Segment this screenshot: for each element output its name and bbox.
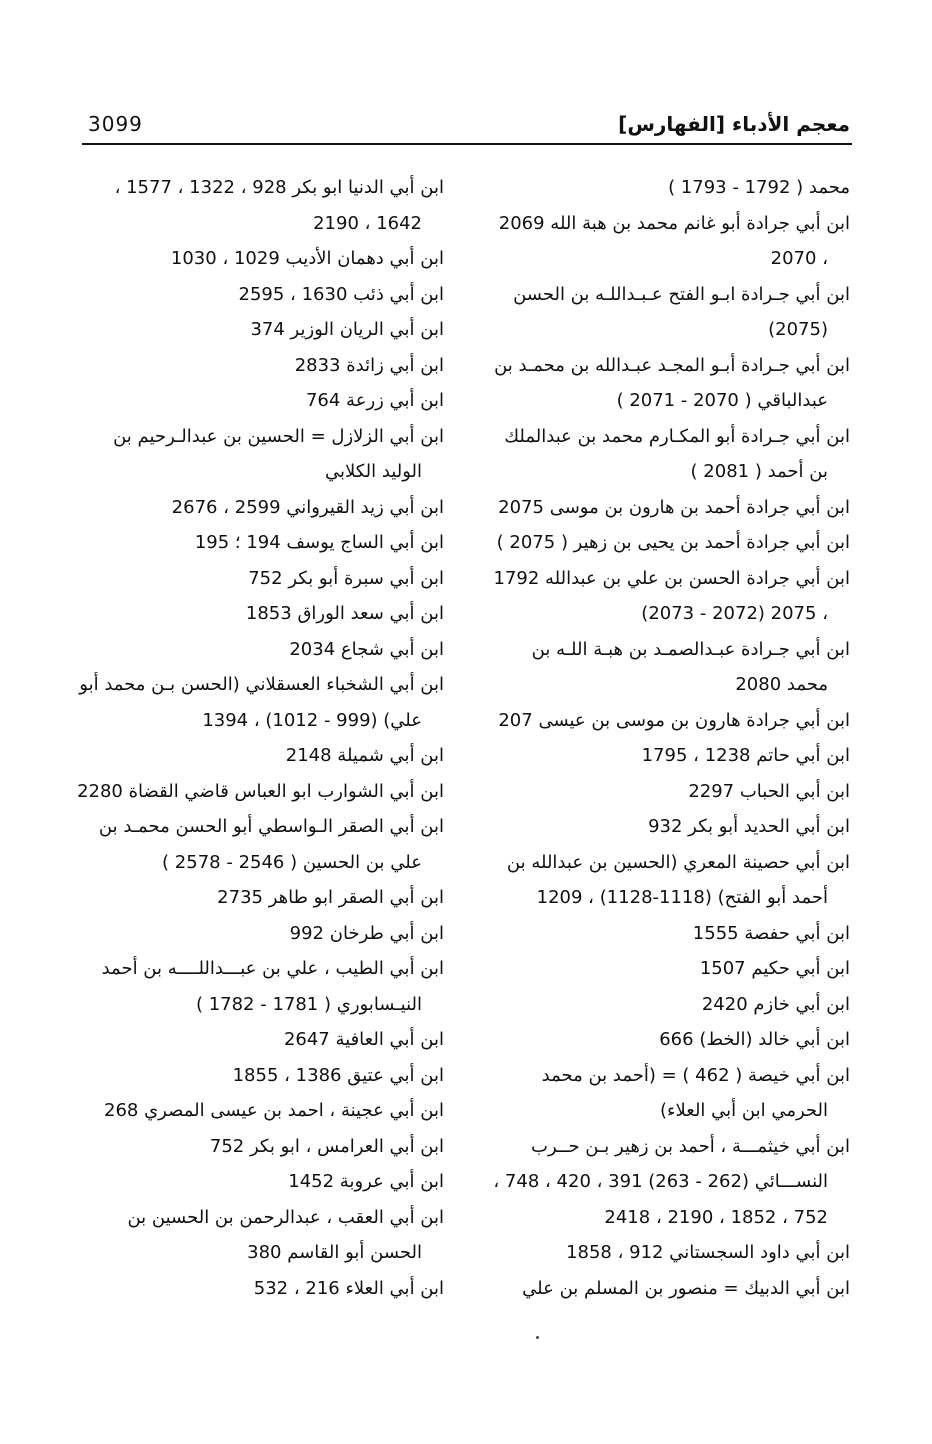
index-entry: ابن أبي حاتم 1238 ، 1795 [641, 745, 850, 766]
index-entry: ابن أبي جـرادة أبو المكـارم محمد بن عبدالملك بن أحمد ( 2081 ) [504, 425, 850, 482]
index-entry: ابن أبي سبرة أبو بكر 752 [248, 567, 444, 589]
index-entry: ابن أبي الحديد أبو بكر 932 [648, 816, 850, 837]
index-entry: محمد ( 1792 - 1793 ) [668, 177, 850, 198]
index-entry: ابن أبي شميلة 2148 [285, 745, 444, 766]
index-entry: ابن أبي الصقر ابو طاهر 2735 [217, 887, 444, 908]
index-entry: ابن أبي الدبيك = منصور بن المسلم بن علي [522, 1277, 850, 1299]
index-entry: ابن أبي سعد الوراق 1853 [245, 603, 444, 624]
index-entry: ابن أبي طرخان 992 [289, 922, 444, 944]
index-entry: ابن أبي الشوارب ابو العباس قاضي القضاة 2280 [77, 780, 444, 802]
index-entry: ابن أبي جـرادة أبـو المجـد عبـدالله بن محمـد بن عبدالباقي ( 2070 - 2071 ) [494, 354, 850, 411]
index-entry: ابن أبي جرادة هارون بن موسى بن عيسى 207 [498, 709, 850, 731]
index-entry: ابن أبي حصينة المعري (الحسين بن عبدالله بن أحمد أبو الفتح) (1118-1128) ، 1209 [506, 851, 850, 908]
index-entry: ابن أبي العرامس ، ابو بكر 752 [209, 1135, 444, 1157]
index-entry: ابن أبي حفصة 1555 [692, 922, 850, 944]
index-entry: ابن أبي الدنيا ابو بكر 928 ، 1322 ، 1577 ، 1642 ، 2190 [114, 177, 444, 234]
index-entry: ابن أبي خيثمـــة ، أحمد بن زهير بـن حــرب النســـائي (262 - 263) 391 ، 420 ، 748 ، 752 ، 1852 ، 2190 ، 2418 [493, 1135, 850, 1228]
index-entry: ابن أبي ذئب 1630 ، 2595 [238, 283, 444, 305]
index-column-left [72, 170, 444, 1306]
index-entry: ابن أبي عجينة ، احمد بن عيسى المصري 268 [104, 1100, 444, 1121]
scan-speck [536, 1336, 539, 1339]
index-entry: ابن أبي جرادة أبو غانم محمد بن هبة الله 2069 ، 2070 [498, 212, 850, 269]
index-entry: ابن أبي الصقر الـواسطي أبو الحسن محمـد بن علي بن الحسين ( 2546 - 2578 ) [98, 816, 444, 873]
page-number: 3099 [88, 112, 143, 136]
index-entry: ابن أبي شجاع 2034 [289, 638, 444, 660]
index-entry: ابن أبي زرعة 764 [305, 390, 444, 411]
index-entry: ابن أبي داود السجستاني 912 ، 1858 [566, 1242, 850, 1263]
index-entry: ابن أبي جرادة أحمد بن هارون بن موسى 2075 [498, 496, 850, 518]
index-entry: ابن أبي جـرادة عبـدالصمـد بن هبـة اللـه بن محمد 2080 [531, 638, 850, 695]
index-entry: ابن أبي الشخباء العسقلاني (الحسن بـن محمد أبو علي) (999 - 1012) ، 1394 [79, 674, 444, 731]
index-entry: ابن أبي عروبة 1452 [288, 1171, 444, 1192]
index-entry: ابن أبي جـرادة ابـو الفتح عـبـداللـه بن الحسن (2075) [513, 283, 850, 340]
index-entry: ابن أبي العافية 2647 [283, 1029, 444, 1050]
book-title: معجم الأدباء [الفهارس] [618, 112, 850, 136]
index-entry: ابن أبي العلاء 216 ، 532 [253, 1277, 444, 1299]
index-entry: ابن أبي خالد (الخط) 666 [659, 1029, 850, 1050]
index-entry: ابن أبي الزلازل = الحسين بن عبدالـرحيم بن الوليد الكلابي [113, 425, 444, 482]
index-entry: ابن أبي خازم 2420 [701, 993, 850, 1015]
index-entry: ابن أبي خيصة ( 462 ) = (أحمد بن محمد الحرمي ابن أبي العلاء) [541, 1064, 850, 1121]
index-entry: ابن أبي الحباب 2297 [688, 780, 850, 802]
index-entry: ابن أبي الريان الوزير 374 [250, 319, 444, 340]
index-entry: ابن أبي دهمان الأديب 1029 ، 1030 [170, 248, 444, 269]
index-entry: ابن أبي الطيب ، علي بن عبـــداللــــه بن أحمد النيـسابوري ( 1781 - 1782 ) [101, 958, 444, 1015]
index-entry: ابن أبي عتيق 1386 ، 1855 [232, 1064, 444, 1086]
index-column-right [492, 170, 850, 1306]
index-entry: ابن أبي حكيم 1507 [699, 958, 850, 979]
index-entry: ابن أبي الساج يوسف 194 ؛ 195 [194, 532, 444, 553]
header-divider [82, 143, 852, 145]
index-entry: ابن أبي العقب ، عبدالرحمن بن الحسين بن الحسن أبو القاسم 380 [127, 1206, 444, 1263]
index-entry: ابن أبي جرادة أحمد بن يحيى بن زهير ( 2075 ) [496, 532, 850, 553]
index-entry: ابن أبي زيد القيرواني 2599 ، 2676 [171, 496, 444, 518]
index-entry: ابن أبي زائدة 2833 [294, 354, 444, 376]
index-entry: ابن أبي جرادة الحسن بن علي بن عبدالله 1792 ، 2075 (2072 - 2073) [493, 567, 850, 624]
